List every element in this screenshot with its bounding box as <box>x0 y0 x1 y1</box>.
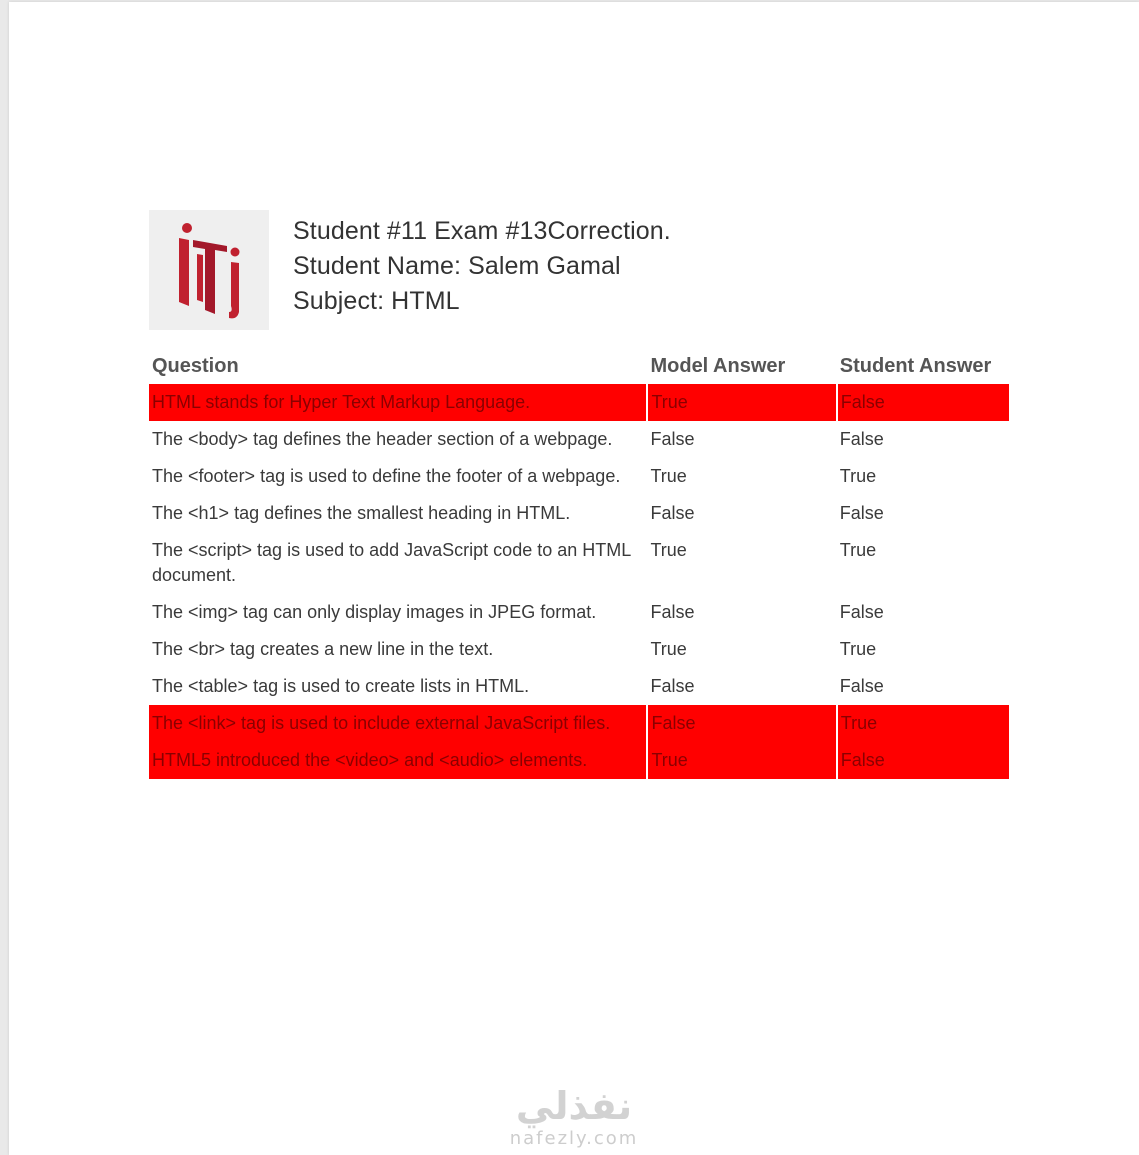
iti-logo <box>149 210 269 330</box>
table-row-wrong <box>149 705 1009 742</box>
question-cell: The <table> tag is used to create lists in HTML. <box>152 676 530 696</box>
table-row-wrong <box>149 742 1009 779</box>
student-answer-cell: False <box>839 429 884 449</box>
watermark-latin: nafezly.com <box>509 1128 639 1149</box>
table-row <box>149 594 1009 631</box>
model-answer-cell: False <box>650 503 695 523</box>
model-answer-cell: True <box>650 540 687 560</box>
table-row <box>149 458 1009 495</box>
nafezly-watermark <box>499 1084 649 1150</box>
question-cell: The <link> tag is used to include external JavaScript files. <box>149 705 647 742</box>
correction-table <box>149 350 1009 779</box>
table-row <box>149 668 1009 705</box>
student-answer-cell: False <box>839 602 884 622</box>
question-cell: The <img> tag can only display images in JPEG format. <box>152 602 597 622</box>
table-row <box>149 631 1009 668</box>
exam-header <box>293 214 671 319</box>
iti-logo-icon <box>149 210 269 330</box>
exam-title: Student #11 Exam #13Correction. <box>293 217 671 245</box>
model-answer-cell: False <box>650 602 695 622</box>
student-answer-cell: True <box>839 466 877 486</box>
table-row <box>149 495 1009 532</box>
subject: Subject: HTML <box>293 287 460 315</box>
student-name: Student Name: Salem Gamal <box>293 252 621 280</box>
exam-page <box>9 2 1139 1155</box>
model-answer-cell: True <box>650 639 687 659</box>
question-cell: HTML5 introduced the <video> and <audio> elements. <box>149 742 647 779</box>
question-cell: The <footer> tag is used to define the footer of a webpage. <box>152 466 621 486</box>
model-answer-cell: False <box>650 429 695 449</box>
question-cell: The <h1> tag defines the smallest heading in HTML. <box>152 503 571 523</box>
model-answer-header: Model Answer <box>650 355 786 377</box>
question-cell: The <br> tag creates a new line in the text. <box>152 639 494 659</box>
student-answer-cell: False <box>837 384 1009 421</box>
question-header: Question <box>152 355 239 377</box>
question-cell: The <script> tag is used to add JavaScript code to an HTML document. <box>152 540 631 585</box>
model-answer-cell: False <box>647 705 836 742</box>
model-answer-cell: True <box>650 466 687 486</box>
table-row <box>149 421 1009 458</box>
model-answer-cell: True <box>647 742 836 779</box>
watermark-arabic: نفذلي <box>515 1084 633 1128</box>
student-answer-cell: True <box>839 639 877 659</box>
table-header-row <box>149 350 1009 384</box>
table-row <box>149 532 1009 594</box>
student-answer-cell: False <box>839 503 884 523</box>
question-cell: HTML stands for Hyper Text Markup Language. <box>149 384 647 421</box>
student-answer-cell: True <box>837 705 1009 742</box>
question-cell: The <body> tag defines the header section of a webpage. <box>152 429 613 449</box>
model-answer-cell: False <box>650 676 695 696</box>
student-answer-cell: True <box>839 540 877 560</box>
table-row-wrong <box>149 384 1009 421</box>
student-answer-cell: False <box>839 676 884 696</box>
model-answer-cell: True <box>647 384 836 421</box>
student-answer-cell: False <box>837 742 1009 779</box>
student-answer-header: Student Answer <box>839 355 992 377</box>
